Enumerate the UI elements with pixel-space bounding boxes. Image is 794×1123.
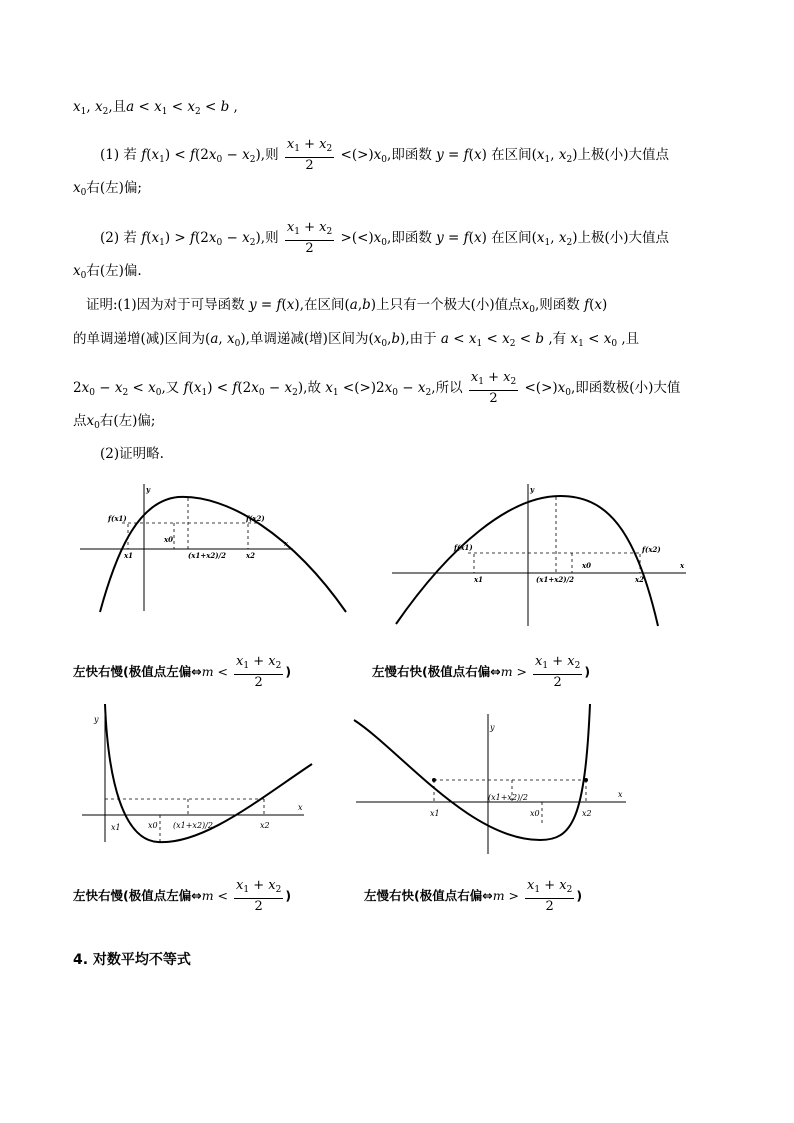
g1-label-x0: x0 <box>164 535 174 544</box>
g3-label-x0: x0 <box>148 821 158 830</box>
g2-label-x2: x2 <box>635 575 645 584</box>
g4-label-x1: x1 <box>430 809 440 818</box>
g4-label-xm: (x1+x2)/2 <box>488 793 528 802</box>
g4-label-y: y <box>490 723 495 732</box>
caption-2: 左慢右快(极值点右偏⇔m > $\frac{x_1 + x_2}{2}$ ) <box>372 654 591 690</box>
proof-line-1: 证明:(1)因为对于可导函数 y = f(x),在区间(a,b)上只有一个极大(小)值点$x_0$,则函数 f(x) <box>86 297 608 315</box>
text-line-1: $x_1$, $x_2$,且$a < x_1 < x_2 < b$ , <box>73 99 238 117</box>
g3-label-xm: (x1+x2)/2 <box>173 821 213 830</box>
graph-4 <box>350 700 632 858</box>
section-4-heading: 4. 对数平均不等式 <box>73 952 191 968</box>
g3-label-x2: x2 <box>260 821 270 830</box>
g1-label-xm: (x1+x2)/2 <box>188 551 227 560</box>
g3-label-x: x <box>298 803 303 812</box>
g1-label-fx2: f(x2) <box>246 514 265 523</box>
proof-line-3: $2x_0 - x_2 < x_0$,又 $f(x_1) < f(2x_0 - x_2)$,故 $x_1 <(>)2x_0 - x_2$,所以 $\frac{x_1 + x_2}{2}$ $<(>)x_0$,即函数极(小)大值 <box>73 370 681 406</box>
g2-label-x0: x0 <box>582 561 592 570</box>
g3-label-y: y <box>94 715 99 724</box>
proof-line-5: (2)证明略. <box>100 446 164 462</box>
g2-label-x1: x1 <box>474 575 484 584</box>
g2-label-fx2: f(x2) <box>642 545 661 554</box>
g1-label-x: x <box>284 539 289 548</box>
g1-label-y: y <box>146 485 151 494</box>
proof-line-2: 的单调递增(减)区间为(a, $x_0$),单调递减(增)区间为$(x_0,b)$,由于 $a < x_1 < x_2 < b$ ,有 $x_1 < x_0$ ,且 <box>73 331 640 349</box>
case-1-line-2: $x_0$右(左)偏; <box>73 180 142 198</box>
graph-2 <box>390 476 690 628</box>
case-1-line-1: (1) 若 $f(x_1) < f(2x_0 - x_2)$,则 $\frac{x_1 + x_2}{2}$ $<(>)x_0$,即函数 y = f(x) 在区间($x_1$, $x_2$)上极(小)大值点 <box>100 137 670 173</box>
case-2-line-2: $x_0$右(左)偏. <box>73 263 142 281</box>
g1-label-fx1: f(x1) <box>108 514 127 523</box>
proof-line-4: 点$x_0$右(左)偏; <box>73 413 156 431</box>
g2-curve <box>396 496 658 626</box>
case-2-line-1: (2) 若 $f(x_1) > f(2x_0 - x_2)$,则 $\frac{x_1 + x_2}{2}$ $>(<)x_0$,即函数 y = f(x) 在区间($x_1$, $x_2$)上极(小)大值点 <box>100 220 670 256</box>
g4-label-x: x <box>618 790 623 799</box>
g2-label-y: y <box>530 485 535 494</box>
g4-curve <box>354 704 590 840</box>
g2-label-fx1: f(x1) <box>454 543 473 552</box>
caption-3: 左快右慢(极值点左偏⇔m < $\frac{x_1 + x_2}{2}$ ) <box>73 878 292 914</box>
caption-4: 左慢右快(极值点右偏⇔m > $\frac{x_1 + x_2}{2}$ ) <box>364 878 583 914</box>
g2-label-x: x <box>680 561 685 570</box>
g2-label-xm: (x1+x2)/2 <box>536 575 575 584</box>
graph-1 <box>78 476 352 616</box>
g1-label-x2: x2 <box>246 551 256 560</box>
g1-label-x1: x1 <box>124 551 134 560</box>
caption-1: 左快右慢(极值点左偏⇔m < $\frac{x_1 + x_2}{2}$ ) <box>73 654 292 690</box>
g4-point-left <box>432 778 436 782</box>
g3-label-x1: x1 <box>111 823 121 832</box>
g4-point-right <box>584 778 588 782</box>
g4-label-x2: x2 <box>582 809 592 818</box>
graph-3 <box>78 700 318 850</box>
g4-label-x0: x0 <box>530 809 540 818</box>
